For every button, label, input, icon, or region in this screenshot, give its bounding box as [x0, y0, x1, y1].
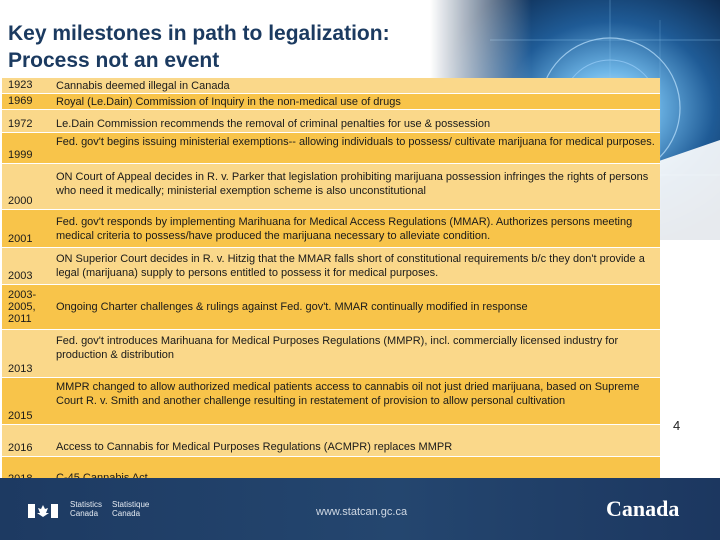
statcan-english-label	[70, 500, 102, 518]
milestone-year: 2015	[8, 410, 33, 422]
slide-title	[8, 20, 390, 74]
milestone-year: 2003	[8, 270, 33, 282]
table-row	[2, 210, 660, 248]
milestone-year: 2016	[8, 442, 33, 454]
milestone-description: Fed. gov't responds by implementing Marihuana for Medical Access Regulations (MMAR). Authorizes persons meeting medical criteria to possess/have produced the marijuana necessary to alleviate condition.	[56, 216, 633, 242]
milestone-year: 2013	[8, 363, 33, 375]
table-row	[2, 94, 660, 110]
milestone-year: 1923	[8, 79, 33, 91]
footer-bar	[0, 478, 720, 540]
table-row	[2, 425, 660, 457]
milestone-year: 2001	[8, 233, 33, 245]
milestone-description: MMPR changed to allow authorized medical patients access to cannabis oil not just dried marijuana, based on Supreme Court R. v. Smith and another challenge resulting in restatement of provision to allow personal cultivation	[56, 381, 640, 407]
table-row	[2, 110, 660, 133]
table-row	[2, 248, 660, 285]
milestone-year: 2000	[8, 195, 33, 207]
table-row	[2, 330, 660, 378]
statcan-url-link[interactable]: www.statcan.gc.ca	[316, 506, 408, 518]
milestone-description: Cannabis deemed illegal in Canada	[56, 80, 230, 92]
milestone-description: Access to Cannabis for Medical Purposes Regulations (ACMPR) replaces MMPR	[56, 441, 453, 453]
statcan-french-line-1: Statistique	[112, 500, 150, 509]
statcan-english-line-1: Statistics	[70, 500, 103, 509]
table-row	[2, 78, 660, 94]
canada-flag-icon	[28, 504, 58, 518]
milestone-description: ON Superior Court decides in R. v. Hitzig that the MMAR falls short of constitutional requirements b/c they don't provide a legal (marijuana) supply to persons entitled to possess it for medical purposes.	[56, 253, 645, 279]
table-row	[2, 285, 660, 330]
milestone-year: 2003-2005, 2011	[8, 289, 37, 325]
statcan-french-line-2: Canada	[112, 509, 141, 518]
slide-title-line-2: Process not an event	[8, 49, 220, 72]
milestone-description: Le.Dain Commission recommends the removal of criminal penalties for use & possession	[56, 118, 491, 130]
milestone-year: 1969	[8, 95, 33, 107]
milestone-description: ON Court of Appeal decides in R. v. Parker that legislation prohibiting marijuana possession infringes the rights of persons who need it medically; ministerial exemption scheme is also unconstitutional	[56, 171, 649, 197]
milestone-description: Fed. gov't begins issuing ministerial exemptions-- allowing individuals to possess/ cultivate marijuana for medical purposes.	[56, 136, 655, 148]
milestone-year: 1999	[8, 149, 33, 161]
table-row	[2, 133, 660, 164]
slide-title-line-1: Key milestones in path to legalization:	[8, 22, 390, 45]
milestone-description: Ongoing Charter challenges & rulings against Fed. gov't. MMAR continually modified in response	[56, 301, 528, 313]
page-number: 4	[673, 418, 681, 433]
milestones-table	[2, 78, 660, 488]
table-row	[2, 378, 660, 425]
canada-wordmark	[606, 496, 679, 522]
milestone-description: Royal (Le.Dain) Commission of Inquiry in the non-medical use of drugs	[56, 96, 401, 108]
canada-wordmark-text: Canada	[606, 496, 680, 521]
milestone-description: Fed. gov't introduces Marihuana for Medical Purposes Regulations (MMPR), incl. commercially licensed industry for production & distribution	[56, 335, 619, 361]
table-row	[2, 164, 660, 210]
statcan-french-label	[112, 500, 149, 518]
statcan-english-line-2: Canada	[70, 509, 99, 518]
milestone-year: 1972	[8, 118, 33, 130]
